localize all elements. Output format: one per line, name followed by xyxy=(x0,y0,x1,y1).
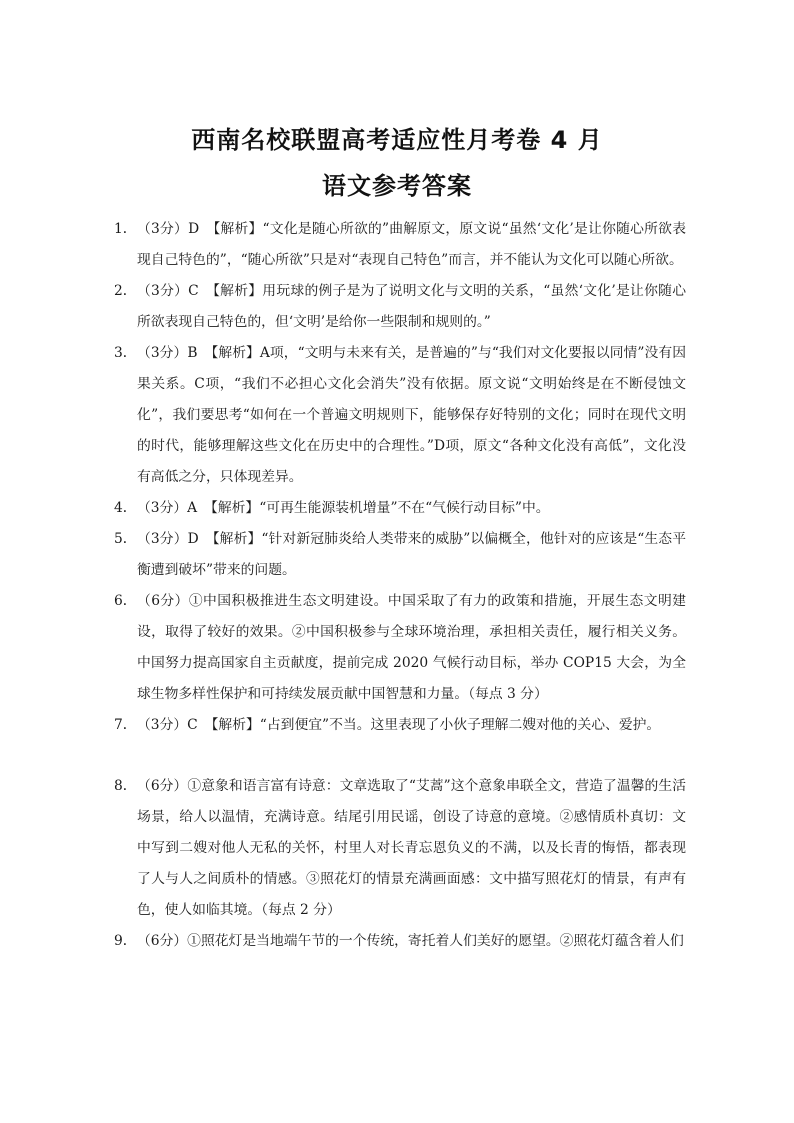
answer-number: 5． xyxy=(114,531,137,547)
answer-number: 1． xyxy=(114,221,137,237)
answer-item-5 xyxy=(114,524,686,586)
answer-item-7 xyxy=(114,710,686,741)
answer-text: （3分）B 【解析】A项，“文明与未来有关，是普遍的”与“我们对文化要报以同情”没有因果关系。C项，“我们不必担心文化会消失”没有依据。原文说“文明始终是在不断侵蚀文化”，我们要思考“如何在一个普遍文明规则下，能够保存好特别的文化；同时在现代文明的时代，能够理解这些文化在历史中的合理性。”D项，原文“各种文化没有高低”，文化没有高低之分，只体现差异。 xyxy=(137,345,686,485)
answer-number: 7． xyxy=(114,717,137,733)
answer-text: （3分）C 【解析】用玩球的例子是为了说明文化与文明的关系，“虽然‘文化’是让你随心所欲表现自己特色的，但‘文明’是给你一些限制和规则的。” xyxy=(137,283,686,330)
answer-text: （3分）A 【解析】“可再生能源装机增量”不在“气候行动目标”中。 xyxy=(137,500,550,516)
answer-text: （3分）D 【解析】“针对新冠肺炎给人类带来的威胁”以偏概全，他针对的应该是“生态平衡遭到破坏”带来的问题。 xyxy=(137,531,686,578)
answer-text: （3分）C 【解析】“占到便宜”不当。这里表现了小伙子理解二嫂对他的关心、爱护。 xyxy=(137,717,661,733)
answer-number: 4． xyxy=(114,500,137,516)
answer-item-8 xyxy=(114,771,686,926)
answer-text: （6分）①意象和语言富有诗意：文章选取了“艾蒿”这个意象串联全文，营造了温馨的生活场景，给人以温情，充满诗意。结尾引用民谣，创设了诗意的意境。②感情质朴真切：文中写到二嫂对他人无私的关怀，村里人对长青忘恩负义的不满，以及长青的悔悟，都表现了人与人之间质朴的情感。③照花灯的情景充满画面感：文中描写照花灯的情景，有声有色，使人如临其境。（每点 2 分） xyxy=(137,778,686,918)
answer-number: 6． xyxy=(114,593,137,609)
answer-number: 3． xyxy=(114,345,137,361)
section-gap xyxy=(114,741,686,771)
page-subtitle: 语文参考答案 xyxy=(322,172,472,200)
answer-text: （6分）①中国积极推进生态文明建设。中国采取了有力的政策和措施，开展生态文明建设，取得了较好的效果。②中国积极参与全球环境治理，承担相关责任，履行相关义务。中国努力提高国家自主贡献度，提前完成 2020 气候行动目标，举办 COP15 大会，为全球生物多样性保护和可持续发展贡献中国智慧和力量。（每点 3 分） xyxy=(137,593,686,702)
answer-number: 9． xyxy=(114,933,137,949)
answer-item-2 xyxy=(114,276,686,338)
answer-text: （6分）①照花灯是当地端午节的一个传统，寄托着人们美好的愿望。②照花灯蕴含着人们 xyxy=(137,933,684,949)
answer-item-6 xyxy=(114,586,686,710)
answer-item-4 xyxy=(114,493,686,524)
answer-number: 8． xyxy=(114,778,137,794)
answer-item-3 xyxy=(114,338,686,493)
page-title: 西南名校联盟高考适应性月考卷 4 月 xyxy=(191,126,603,154)
answer-text: （3分）D 【解析】“文化是随心所欲的”曲解原文，原文说“虽然‘文化’是让你随心所欲表现自己特色的”，“随心所欲”只是对“表现自己特色”而言，并不能认为文化可以随心所欲。 xyxy=(137,221,686,268)
answer-list xyxy=(114,214,686,957)
answer-item-1 xyxy=(114,214,686,276)
answer-item-9 xyxy=(114,926,686,957)
answer-number: 2． xyxy=(114,283,137,299)
